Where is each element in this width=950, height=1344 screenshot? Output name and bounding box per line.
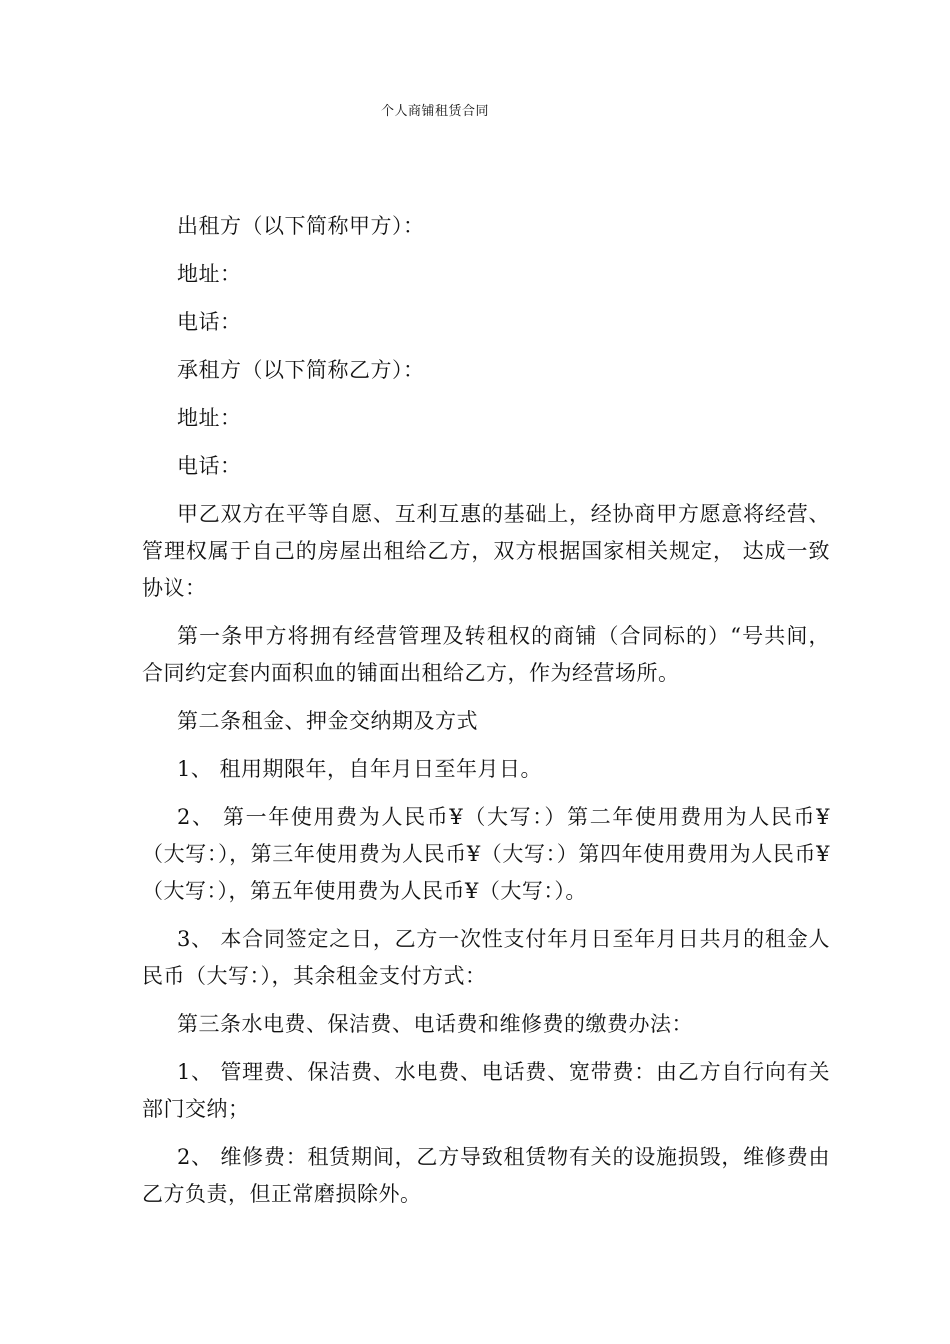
preamble-paragraph: 甲乙双方在平等自愿、互利互惠的基础上，经协商甲方愿意将经营、管理权属于自己的房屋出租给乙方，双方根据国家相关规定， 达成一致协议：: [142, 502, 830, 600]
document-body: [142, 208, 830, 1224]
article-3-heading: 第三条水电费、保洁费、电话费和维修费的缴费办法：: [177, 1012, 693, 1036]
lessor-address-line: 地址：: [177, 262, 242, 286]
article-2-heading: 第二条租金、押金交纳期及方式: [177, 709, 478, 733]
lessor-phone-line: 电话：: [177, 310, 242, 334]
lessee-address-line: 地址：: [177, 406, 242, 430]
article-2-item-3: 3、 本合同签定之日，乙方一次性支付年月日至年月日共月的租金人民币（大写：），其余租金支付方式：: [142, 927, 830, 988]
article-2-item-1: 1、 租用期限年，自年月日至年月日。: [177, 757, 543, 781]
lessor-line: 出租方（以下简称甲方）：: [177, 214, 425, 238]
lessee-line: 承租方（以下简称乙方）：: [177, 358, 425, 382]
article-3-item-1: 1、 管理费、保洁费、水电费、电话费、宽带费：由乙方自行向有关部门交纳；: [142, 1060, 830, 1121]
lessee-phone-line: 电话：: [177, 454, 242, 478]
article-2-item-2: 2、 第一年使用费为人民币¥（大写：）第二年使用费用为人民币¥（大写：），第三年使用费为人民币¥（大写：）第四年使用费用为人民币¥（大写：），第五年使用费为人民币¥（大写：）。: [142, 805, 830, 903]
article-3-item-2: 2、 维修费：租赁期间，乙方导致租赁物有关的设施损毁，维修费由乙方负责，但正常磨损除外。: [142, 1145, 830, 1206]
article-1-paragraph: 第一条甲方将拥有经营管理及转租权的商铺（合同标的）“号共间， 合同约定套内面积血的铺面出租给乙方，作为经营场所。: [142, 624, 830, 685]
document-title: 个人商铺租赁合同: [380, 104, 489, 119]
